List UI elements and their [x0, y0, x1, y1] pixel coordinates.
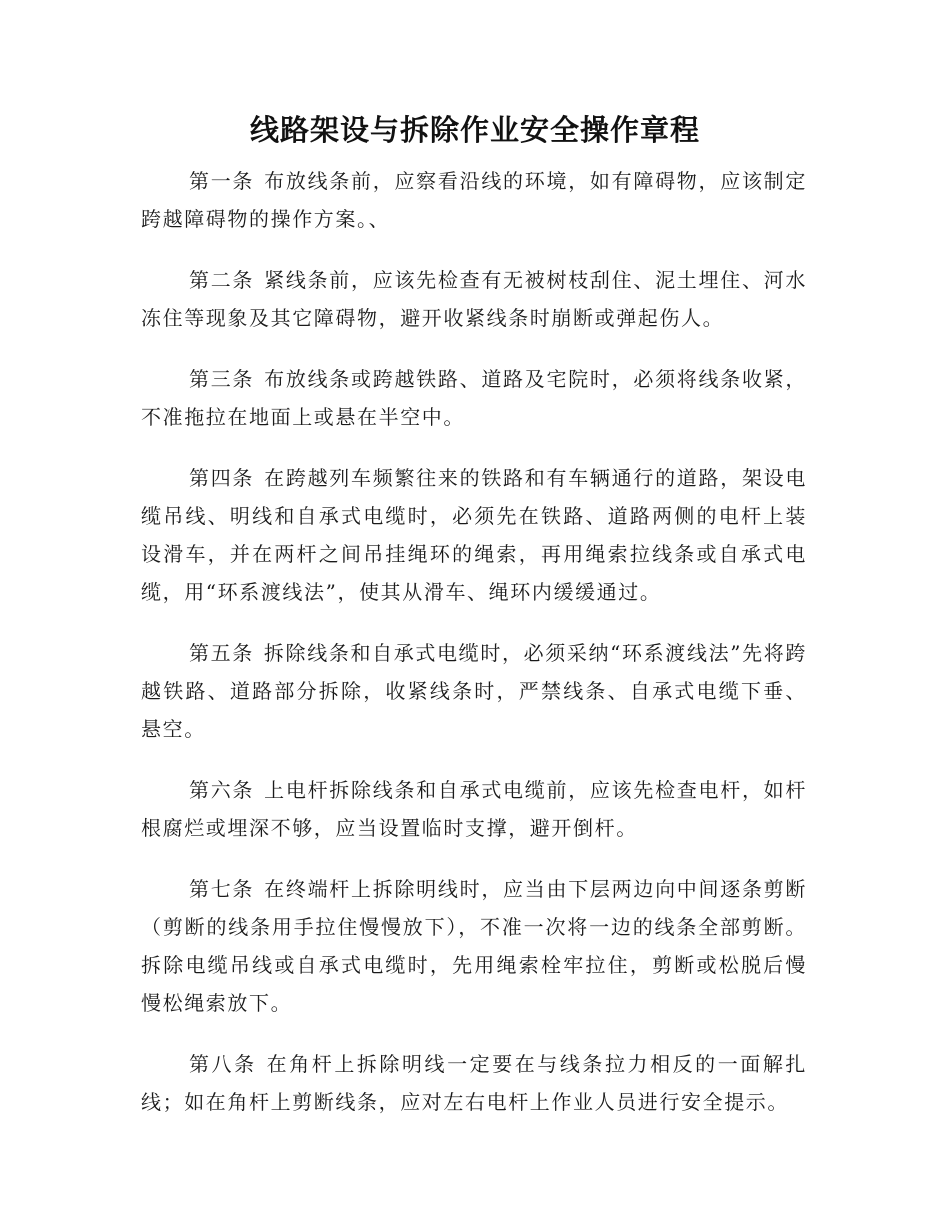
article-6: [141, 771, 807, 847]
article-text: 在角杆上拆除明线一定要在与线条拉力相反的一面解扎线；如在角杆上剪断线条，应对左右电杆上作业人员进行安全提示。: [141, 1052, 807, 1114]
article-text: 布放线条或跨越铁路、道路及宅院时，必须将线条收紧，不准拖拉在地面上或悬在半空中。: [141, 367, 807, 429]
article-number: 第四条: [189, 466, 255, 490]
article-text: 在终端杆上拆除明线时，应当由下层两边向中间逐条剪断（剪断的线条用手拉住慢慢放下），不准一次将一边的线条全部剪断。拆除电缆吊线或自承式电缆时，先用绳索栓牢拉住，剪断或松脱后慢慢松绳索放下。: [141, 877, 807, 1015]
article-1: [141, 162, 807, 238]
article-5: [141, 634, 807, 748]
article-text: 紧线条前，应该先检查有无被树枝刮住、泥土埋住、河水冻住等现象及其它障碍物，避开收紧线条时崩断或弹起伤人。: [141, 268, 807, 330]
article-8: [141, 1045, 807, 1121]
article-7: [141, 870, 807, 1022]
article-2: [141, 261, 807, 337]
article-text: 布放线条前，应察看沿线的环境，如有障碍物，应该制定跨越障碍物的操作方案。、: [141, 169, 807, 231]
article-number: 第五条: [189, 641, 254, 665]
article-number: 第二条: [189, 268, 255, 292]
article-3: [141, 360, 807, 436]
document-title: 线路架设与拆除作业安全操作章程: [249, 113, 700, 147]
article-number: 第三条: [189, 367, 255, 391]
article-number: 第七条: [189, 877, 255, 901]
article-number: 第六条: [189, 778, 255, 802]
article-number: 第一条: [189, 169, 255, 193]
article-4: [141, 459, 807, 611]
article-text: 上电杆拆除线条和自承式电缆前，应该先检查电杆，如杆根腐烂或埋深不够，应当设置临时支撑，避开倒杆。: [141, 778, 807, 840]
article-list: [141, 162, 807, 1144]
article-number: 第八条: [189, 1052, 257, 1076]
article-text: 拆除线条和自承式电缆时，必须采纳“环系渡线法”先将跨越铁路、道路部分拆除，收紧线条时，严禁线条、自承式电缆下垂、悬空。: [141, 641, 807, 741]
article-text: 在跨越列车频繁往来的铁路和有车辆通行的道路，架设电缆吊线、明线和自承式电缆时，必须先在铁路、道路两侧的电杆上装设滑车，并在两杆之间吊挂绳环的绳索，再用绳索拉线条或自承式电缆，用“环系渡线法”，使其从滑车、绳环内缓缓通过。: [141, 466, 807, 604]
